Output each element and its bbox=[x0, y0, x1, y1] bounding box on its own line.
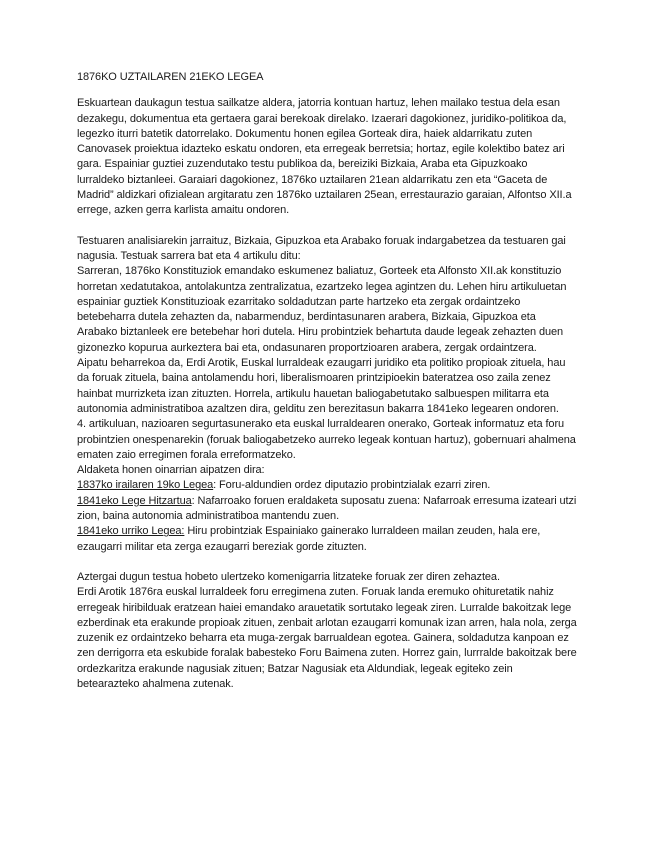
paragraph-basis-intro: Aldaketa honen oinarrian aipatzen dira: bbox=[77, 464, 265, 477]
paragraph-fueros-intro: Aztergai dugun testua hobeto ulertzeko komenigarria litzateke foruak zer diren zehaztea. bbox=[77, 570, 500, 583]
paragraph-introduction-articles: Sarreran, 1876ko Konstituziok emandako eskumenez baliatuz, Gorteek eta Alfonsto XII.ak konstituzio horretan xedatutakoa, antolakuntza zentralizatua, ezartzeko legea agintzen du. Lehen hiru artikuluetan espainiar guztiek Konstituzioak ezarritako soldadutzan parte hartzeko eta zergak ordaintzeko betebeharra dutela zehazten da, nabarmenduz, berdintasunaren arabera, Bizkaia, Gipuzkoa eta Arabako biztanleek ere betebehar hori dutela. Hiru probintziek behartuta daude legeak zehazten duen gizonezko kopurua aurkeztera bai eta, ondasunaren proportzioaren arabera, zergak ordaintzera. bbox=[77, 265, 567, 354]
paragraph-classification: Eskuartean daukagun testua sailkatze aldera, jatorria kontuan hartuz, lehen mailako testua dela esan dezakegu, dokumentua eta gertaera garai berekoak direlako. Izaerari dagokionez, juridiko-politikoa da, legezko iturri batetik datorrelako. Dokumentu honen egilea Gorteak dira, haiek aldarrikatu zuten Canovasek proiektua idazteko eskatu ondoren, eta erregeak berretsia; hortaz, egile kolektibo batez ari gara. Espainiar guztiei zuzendutako testu publikoa da, bereiziki Bizkaia, Araba eta Gipuzkoako lurraldeko biztanleei. Garaiari dagokionez, 1876ko uztailaren 21ean aldarrikatu zen eta “Gaceta de Madrid” aldizkari ofizialean argitaratu zen 1876ko uztailaren 25ean, errestaurazio garaian, Alfontso XII.a errege, azken gerra karlista amaitu ondoren. bbox=[77, 97, 572, 217]
law-item-1841-october bbox=[77, 524, 577, 555]
paragraph-gap bbox=[77, 555, 577, 570]
paragraph-gap bbox=[77, 219, 577, 234]
law-1837-text: : Foru-aldundien ordez diputazio probintzialak ezarri ziren. bbox=[213, 479, 491, 492]
paragraph-historical-context: Aipatu beharrekoa da, Erdi Arotik, Euskal lurraldeak ezaugarri juridiko eta politiko propioak zituela, hau da foruak zituela, baina antolamendu hori, liberalismoaren printzipioekin bateratzea oso zaila zenez hainbat murrizketa izan zituzten. Horrela, artikulu hauetan baliogabetutako salbuespen militarra eta autonomia administratiboa azaltzen dira, gelditu zen berezitasun bakarra 1841eko legearen ondoren. bbox=[77, 357, 566, 415]
law-item-1841-agreed bbox=[77, 494, 577, 525]
paragraph-fueros-description: Erdi Arotik 1876ra euskal lurraldeek foru erregimena zuten. Foruak landa eremuko ohituretatik nahiz erregeak hiribilduak eratzean haiei emandako arauetatik sortutako legeak ziren. Lurralde bakoitzak lege ezberdinak eta erakunde propioak zituen, zenbait arlotan ezaugarri komunak izan arren, hala nola, zerga zuzenik ez ordaintzeko beharra eta muga-zergak barrualdean egotea. Gainera, soldadutza kanpoan ez zen derrigorra eta eskubide foralak babesteko Foru Baimena zuten. Horrez gain, lurrralde bakoitzak bere ordezkaritza erakunde nagusiak zituen; Batzar Nagusiak eta Aldundiak, legeak egiteko zein betearazteko ahalmena zutenak. bbox=[77, 586, 577, 690]
law-1841-october-text: Hiru probintziak Espainiako gainerako lurraldeen mailan zeuden, hala ere, ezaugarri militar eta zerga ezaugarri bereziak gorde zituzten. bbox=[77, 525, 541, 553]
document-title: 1876KO UZTAILAREN 21EKO LEGEA bbox=[77, 71, 264, 83]
law-item-1837 bbox=[77, 478, 577, 493]
law-1841-agreed-text: : Nafarroako foruen eraldaketa suposatu zuena: Nafarroak erresuma izateari utzi zion, baina autonomia administratiboa mantendu zuen. bbox=[77, 494, 577, 523]
document-body bbox=[77, 70, 577, 692]
law-1841-agreed-label: 1841eko Lege Hitzartua bbox=[77, 494, 192, 507]
paragraph-article-four: 4. artikuluan, nazioaren segurtasunerako eta euskal lurraldearen onerako, Gorteak informatuz eta foru probintzien onespenarekin (foruak baliogabetzeko aurreko legeak kontuan hartuz), gobernuari ahalmena ematen zaio erregimen forala erreformatzeko. bbox=[77, 418, 576, 461]
law-1837-label: 1837ko irailaren 19ko Legea bbox=[77, 479, 214, 492]
law-1841-october-label: 1841eko urriko Legea: bbox=[77, 525, 185, 538]
paragraph-analysis-intro: Testuaren analisiarekin jarraituz, Bizkaia, Gipuzkoa eta Arabako foruak indargabetzea da testuaren gai nagusia. Testuak sarrera bat eta 4 artikulu ditu: bbox=[77, 234, 566, 262]
